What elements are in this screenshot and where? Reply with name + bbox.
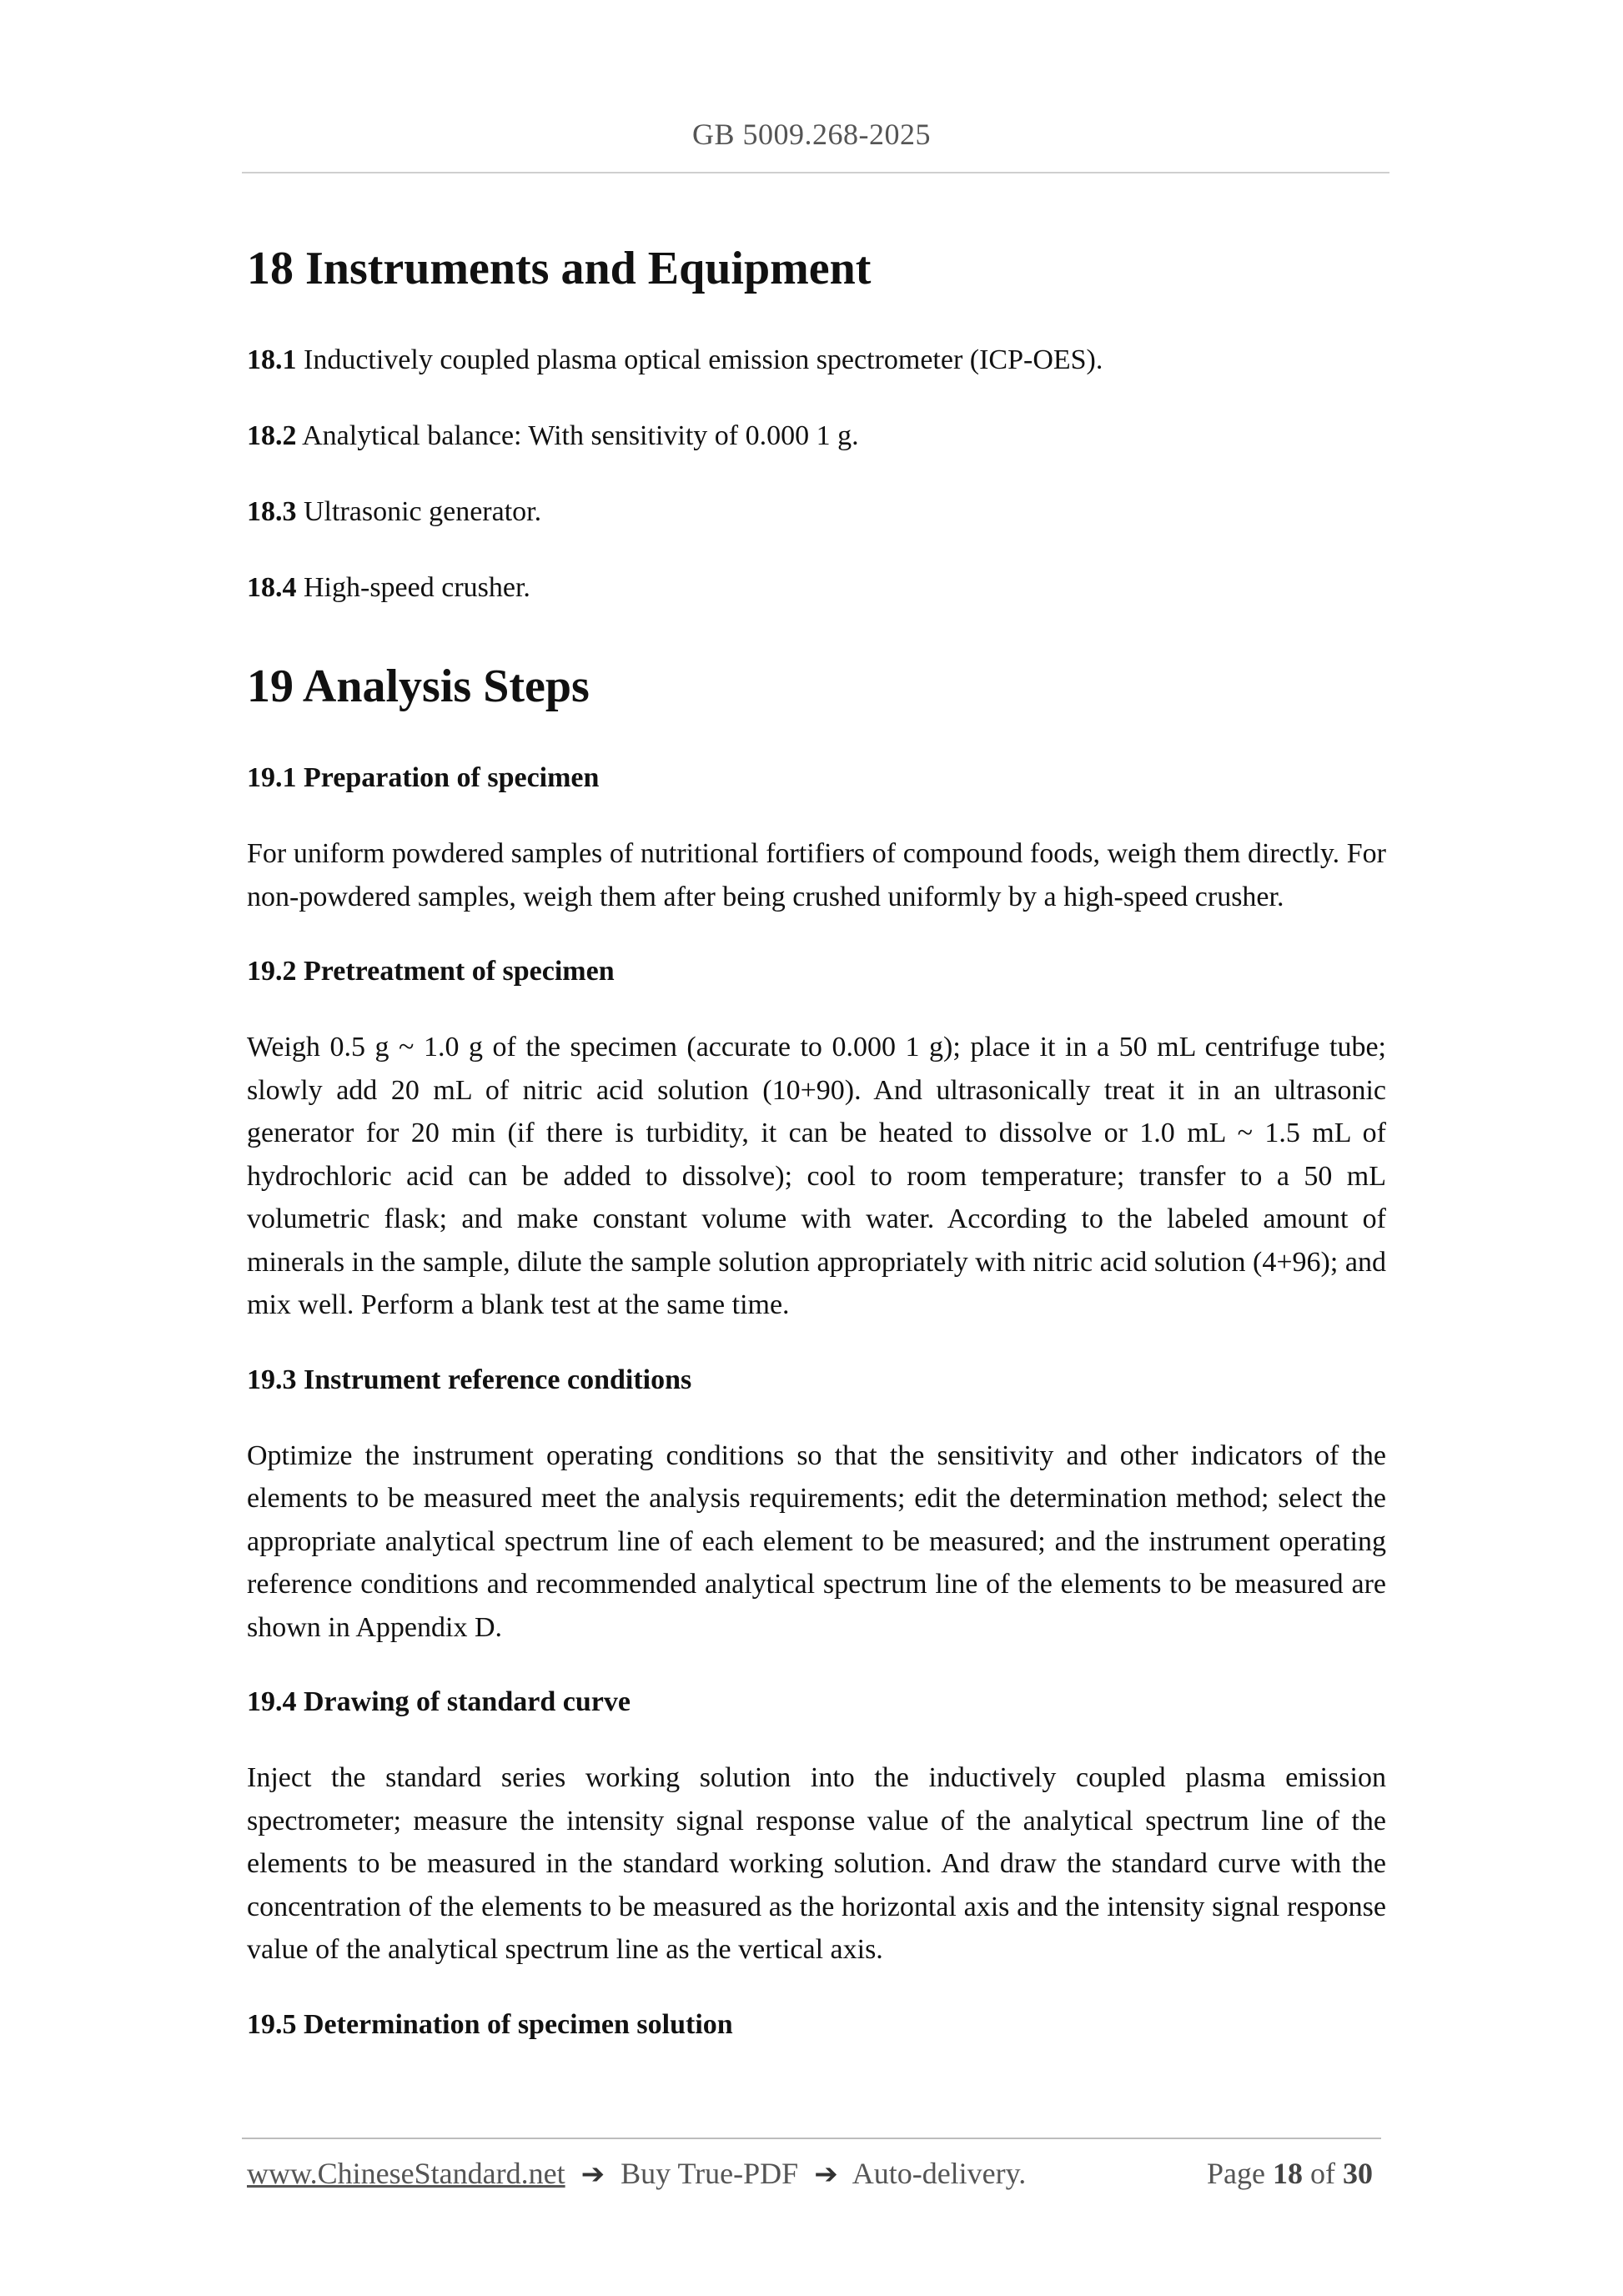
- subsection-19-1-heading: 19.1 Preparation of specimen: [247, 762, 600, 793]
- subsection-19-3-heading: 19.3 Instrument reference conditions: [247, 1364, 692, 1395]
- footer-links: [247, 2152, 1026, 2196]
- page-number: [1207, 2152, 1373, 2195]
- section-19-heading: 19 Analysis Steps: [247, 661, 590, 712]
- clause-18-3: [247, 490, 1386, 534]
- clause-18-4: [247, 566, 1386, 610]
- right-arrow-icon: ➔: [814, 2158, 838, 2191]
- subsection-19-2-text: Weigh 0.5 g ~ 1.0 g of the specimen (accurate to 0.000 1 g); place it in a 50 mL centrifuge tube; slowly add 20 mL of nitric acid solution (10+90). And ultrasonically treat it in an ultrasonic generator for 20 min (if there is turbidity, it can be heated to dissolve or 1.0 mL ~ 1.5 mL of hydrochloric acid can be added to dissolve); cool to room temperature; transfer to a 50 mL volumetric flask; and make constant volume with water. According to the labeled amount of minerals in the sample, dilute the sample solution appropriately with nitric acid solution (4+96); and mix well. Perform a blank test at the same time.: [247, 1032, 1386, 1320]
- clause-text: Analytical balance: With sensitivity of 0.000 1 g.: [296, 420, 859, 451]
- of-label: of: [1310, 2157, 1335, 2190]
- subsection-19-5-heading: 19.5 Determination of specimen solution: [247, 2008, 733, 2040]
- clause-number: 18.4: [247, 572, 297, 603]
- clause-text: Inductively coupled plasma optical emission spectrometer (ICP-OES).: [296, 344, 1103, 375]
- page-label: Page: [1207, 2157, 1265, 2190]
- subsection-19-1-text: For uniform powdered samples of nutritional fortifiers of compound foods, weigh them directly. For non-powdered samples, weigh them after being crushed uniformly by a high-speed crusher.: [247, 838, 1386, 912]
- current-page: 18: [1273, 2157, 1303, 2190]
- subsection-19-4-heading: 19.4 Drawing of standard curve: [247, 1686, 631, 1717]
- footer-divider: [242, 2138, 1381, 2139]
- clause-18-2: [247, 414, 1386, 458]
- section-18-heading: 18 Instruments and Equipment: [247, 243, 872, 294]
- website-link[interactable]: www.ChineseStandard.net: [247, 2157, 565, 2190]
- clause-text: Ultrasonic generator.: [296, 496, 542, 527]
- buy-true-pdf-text: Buy True-PDF: [621, 2157, 799, 2190]
- auto-delivery-text: Auto-delivery.: [852, 2157, 1027, 2190]
- clause-text: High-speed crusher.: [296, 572, 530, 603]
- right-arrow-icon: ➔: [580, 2158, 605, 2191]
- document-body: [247, 235, 1386, 2079]
- clause-number: 18.2: [247, 420, 297, 451]
- clause-number: 18.1: [247, 344, 297, 375]
- subsection-19-3-text: Optimize the instrument operating conditions so that the sensitivity and other indicators of the elements to be measured meet the analysis requirements; edit the determination method; select the appropriate analytical spectrum line of each element to be measured; and the instrument operating reference conditions and recommended analytical spectrum line of the elements to be measured are shown in Appendix D.: [247, 1439, 1386, 1643]
- header-divider: [242, 172, 1389, 173]
- subsection-19-2-heading: 19.2 Pretreatment of specimen: [247, 956, 615, 987]
- clause-number: 18.3: [247, 496, 297, 527]
- clause-18-1: [247, 339, 1386, 382]
- subsection-19-4-text: Inject the standard series working solution into the inductively coupled plasma emission spectrometer; measure the intensity signal response value of the analytical spectrum line of the elements to be measured in the standard working solution. And draw the standard curve with the concentration of the elements to be measured as the horizontal axis and the intensity signal response value of the analytical spectrum line as the vertical axis.: [247, 1762, 1386, 1965]
- total-pages: 30: [1343, 2157, 1373, 2190]
- document-header-title: GB 5009.268-2025: [692, 118, 931, 151]
